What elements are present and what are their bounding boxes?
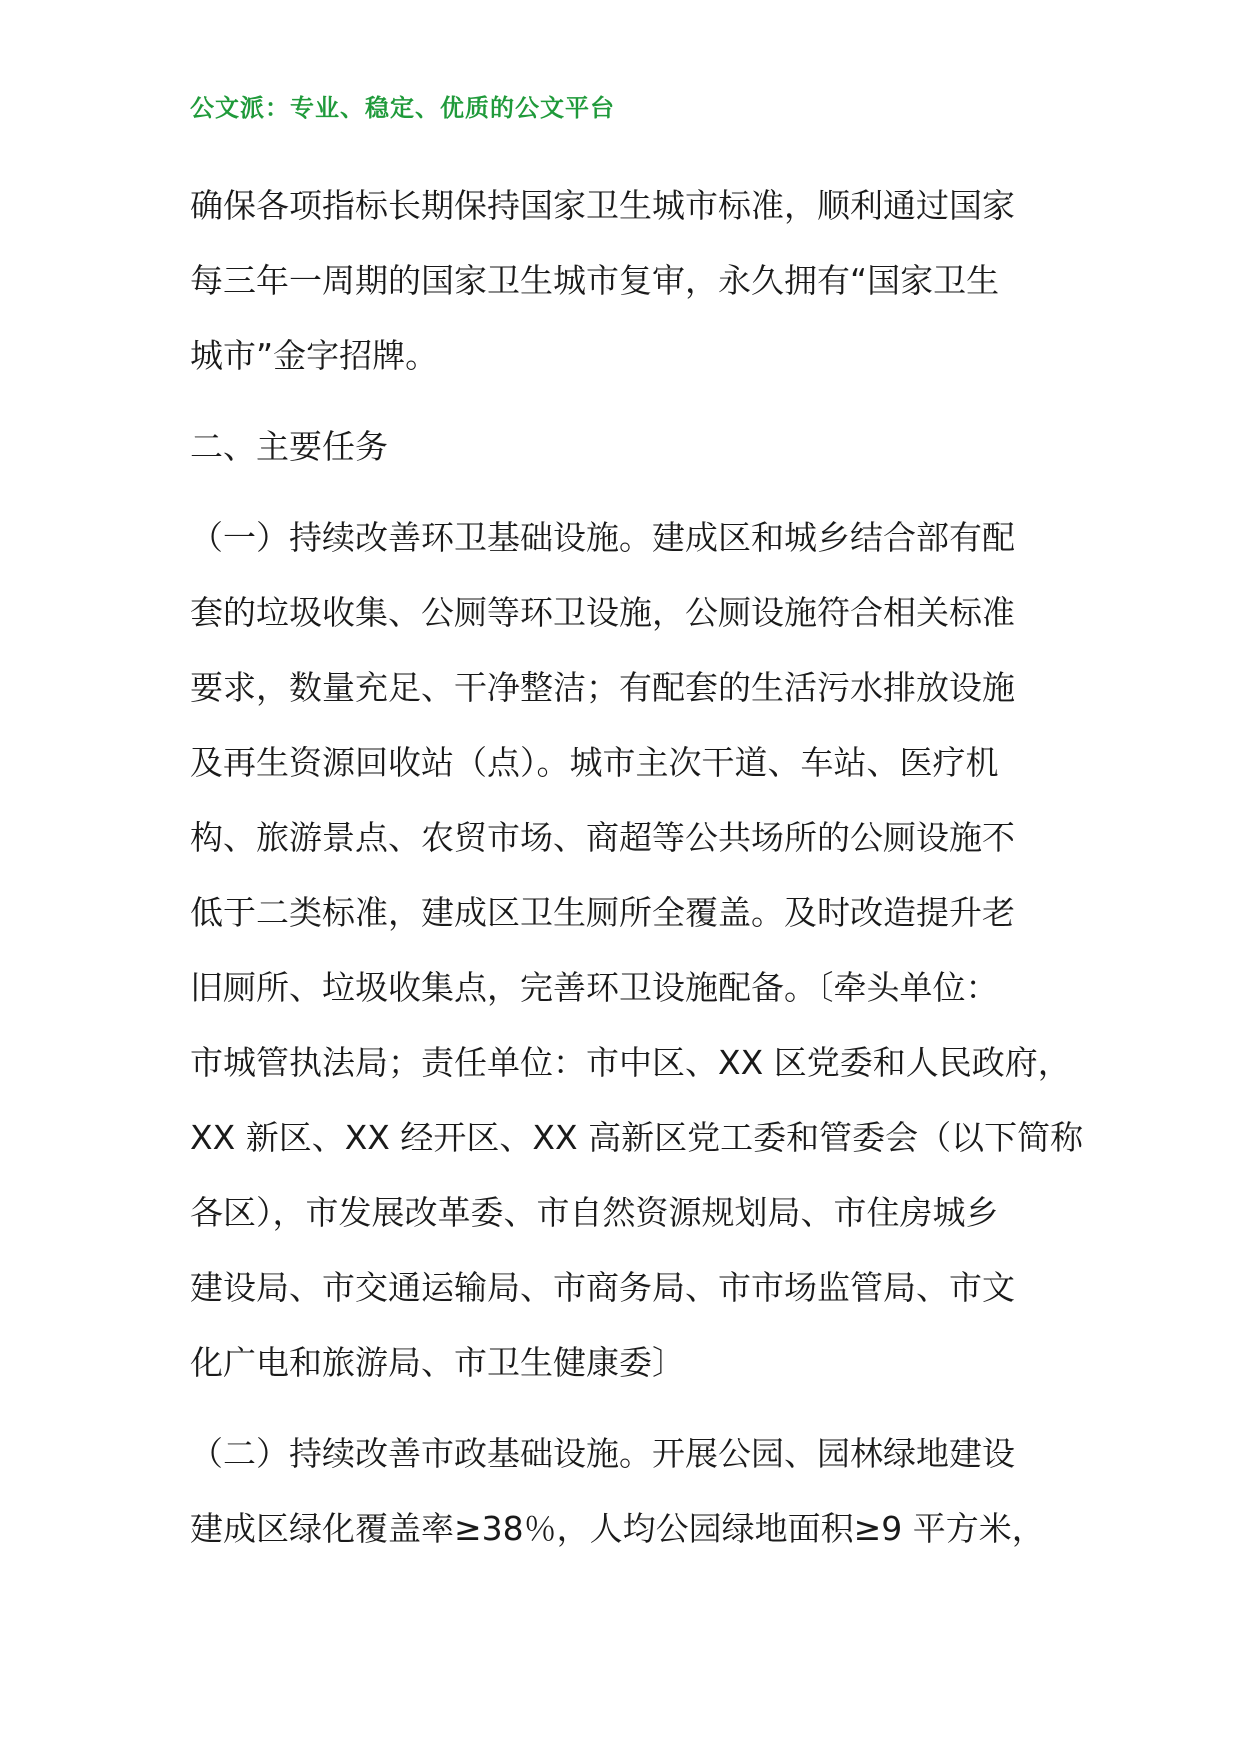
text-line: 建设局、市交通运输局、市商务局、市市场监管局、市文 bbox=[190, 1268, 1015, 1307]
text-line: （二）持续改善市政基础设施。开展公园、园林绿地建设 bbox=[190, 1434, 1015, 1473]
text-line: 低于二类标准，建成区卫生厕所全覆盖。及时改造提升老 bbox=[190, 893, 1015, 932]
text-line: 各区），市发展改革委、市自然资源规划局、市住房城乡 bbox=[190, 1193, 999, 1232]
text-line: 及再生资源回收站（点）。城市主次干道、车站、医疗机 bbox=[190, 743, 999, 782]
text-line: XX 新区、XX 经开区、XX 高新区党工委和管委会（以下简称 bbox=[190, 1118, 1084, 1157]
paragraph-task-2 bbox=[190, 1416, 1120, 1566]
text-line: 化广电和旅游局、市卫生健康委〕 bbox=[190, 1343, 685, 1382]
text-line: 市城管执法局；责任单位：市中区、XX 区党委和人民政府， bbox=[190, 1043, 1071, 1082]
section-title: 二、主要任务 bbox=[190, 427, 388, 466]
paragraph-task-1 bbox=[190, 500, 1120, 1400]
text-line: 每三年一周期的国家卫生城市复审，永久拥有“国家卫生 bbox=[190, 261, 1000, 300]
paragraph-intro bbox=[190, 168, 1120, 393]
text-line: 确保各项指标长期保持国家卫生城市标准，顺利通过国家 bbox=[190, 186, 1015, 225]
text-line: 套的垃圾收集、公厕等环卫设施，公厕设施符合相关标准 bbox=[190, 593, 1015, 632]
text-line: （一）持续改善环卫基础设施。建成区和城乡结合部有配 bbox=[190, 518, 1015, 557]
text-line: 建成区绿化覆盖率≥38％，人均公园绿地面积≥9 平方米， bbox=[190, 1509, 1045, 1548]
document-body bbox=[190, 168, 1120, 1582]
text-line: 旧厕所、垃圾收集点，完善环卫设施配备。〔牵头单位： bbox=[190, 968, 999, 1007]
text-line: 城市”金字招牌。 bbox=[190, 336, 439, 375]
text-line: 要求，数量充足、干净整洁；有配套的生活污水排放设施 bbox=[190, 668, 1015, 707]
header-banner: 公文派：专业、稳定、优质的公文平台 bbox=[190, 94, 615, 122]
text-line: 构、旅游景点、农贸市场、商超等公共场所的公厕设施不 bbox=[190, 818, 1015, 857]
